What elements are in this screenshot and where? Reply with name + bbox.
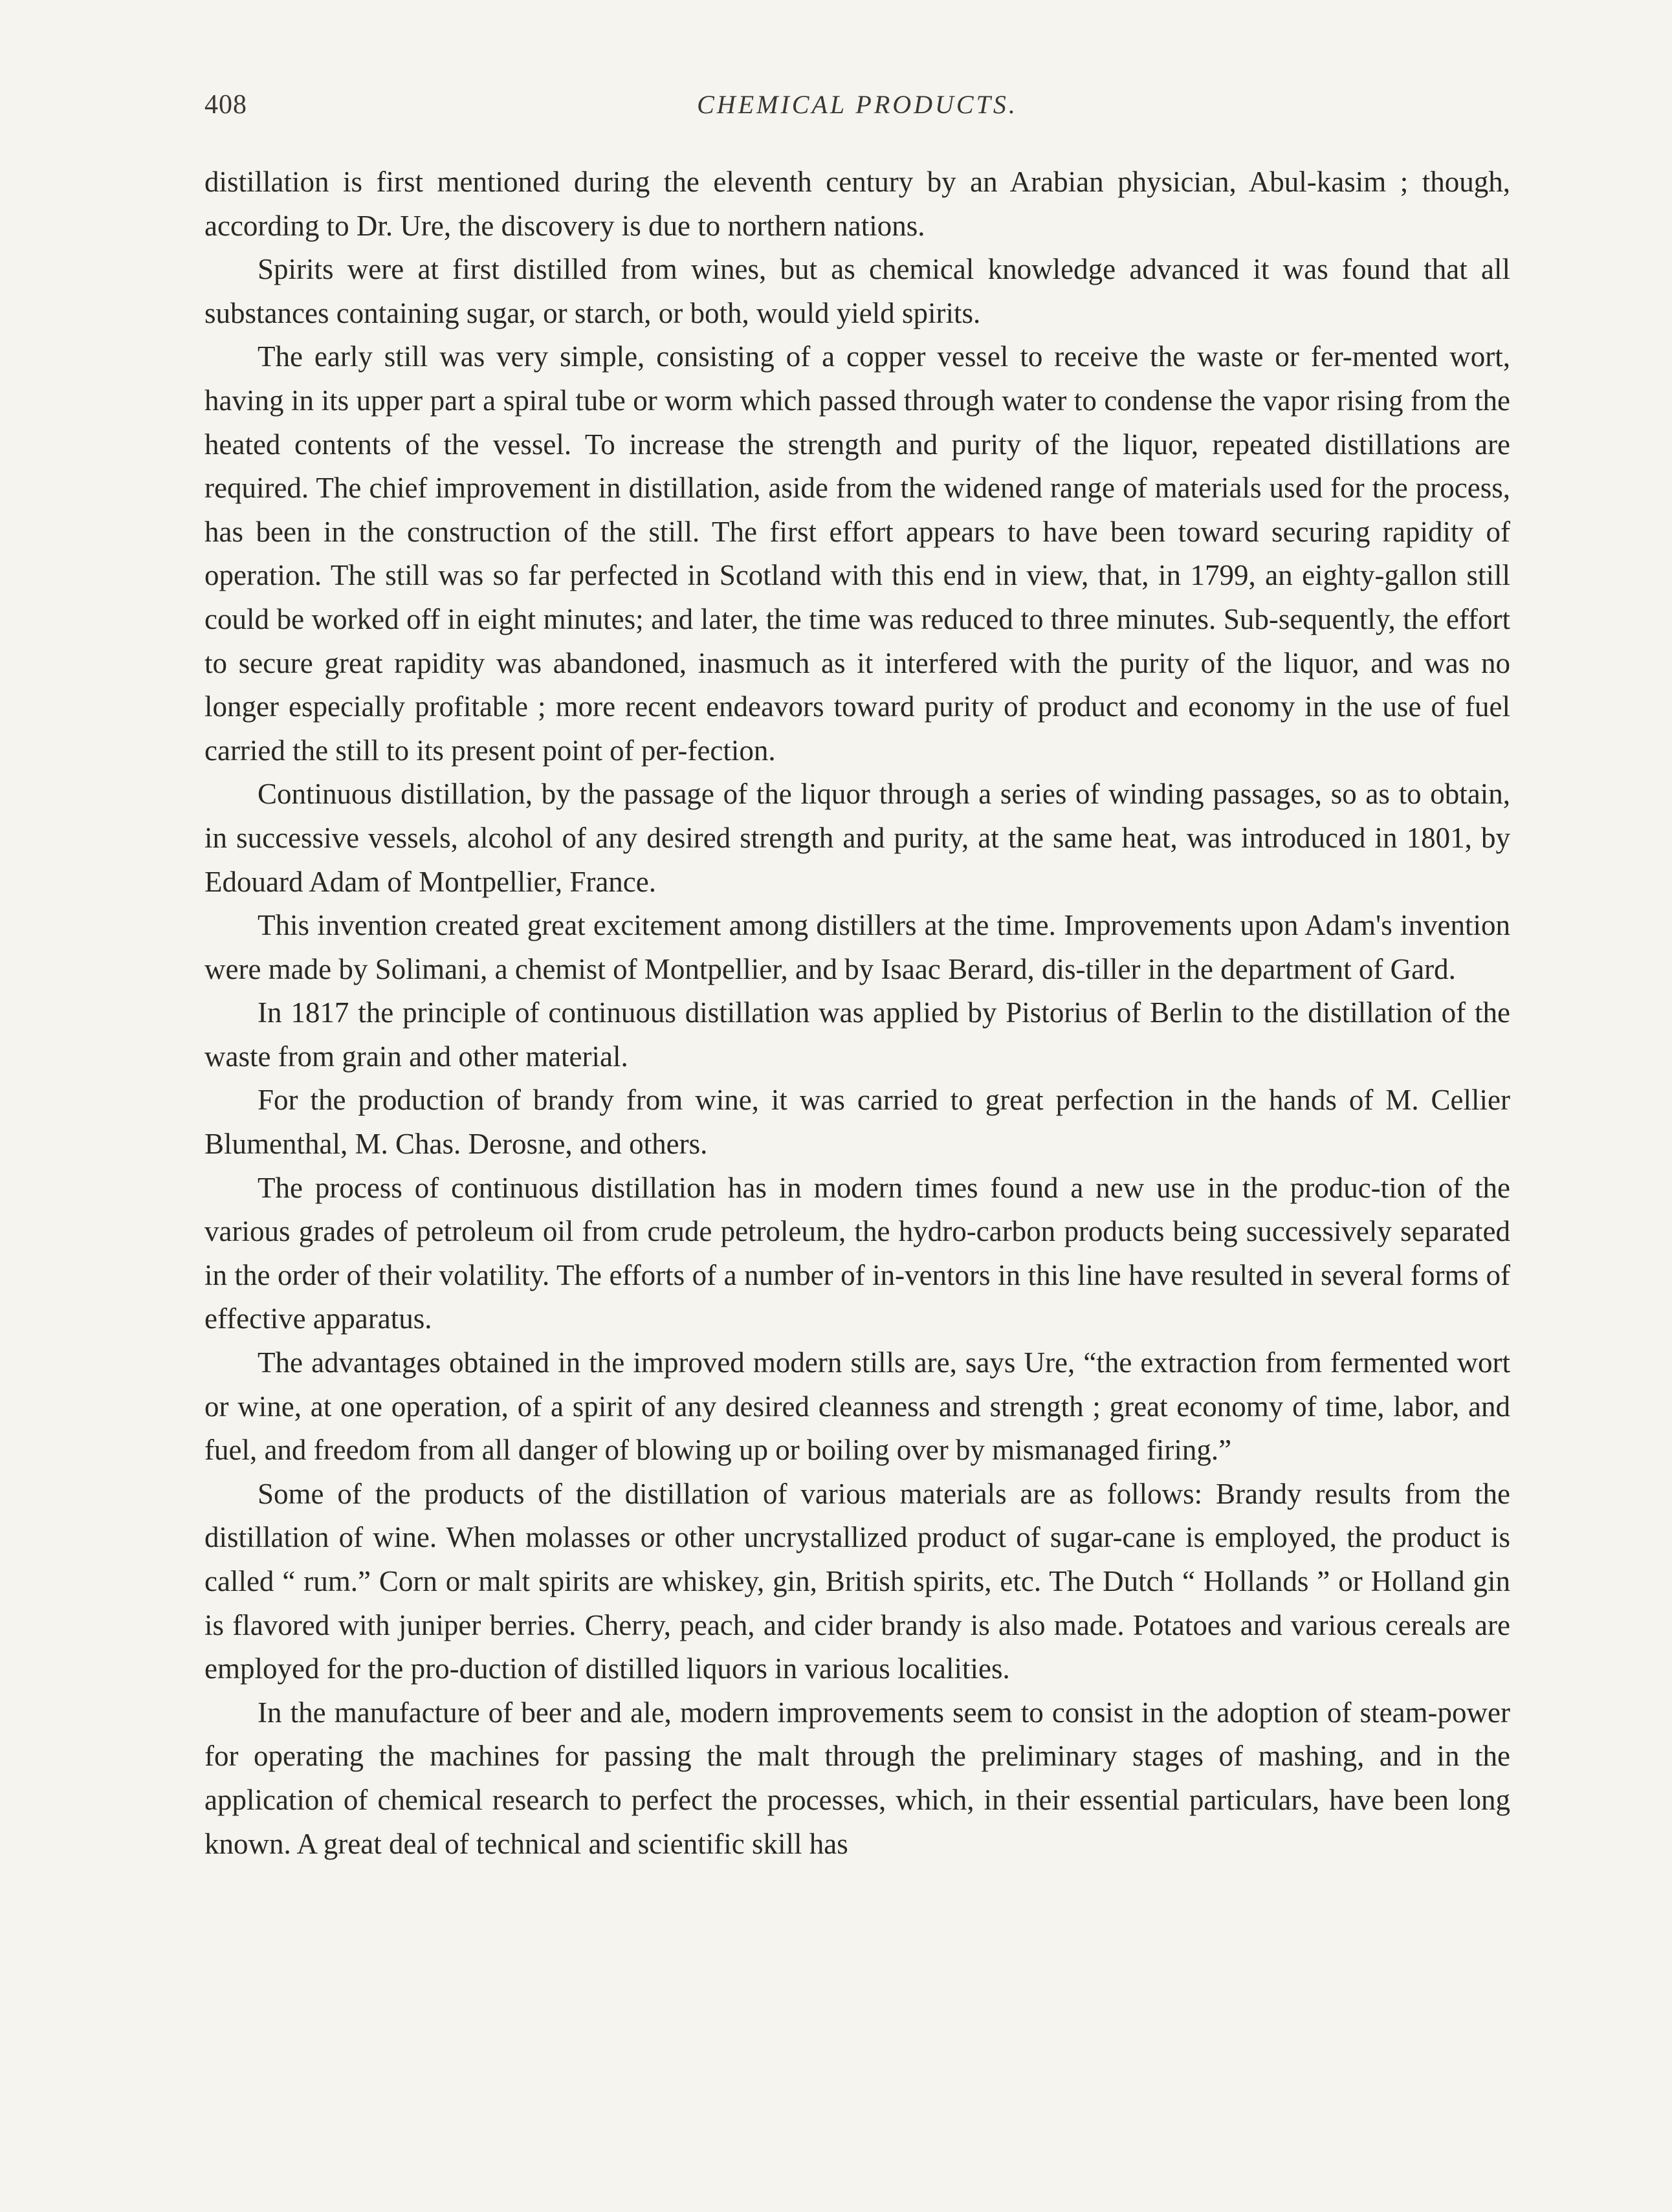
page-number: 408 [204,90,247,120]
paragraph-brandy-production: For the production of brandy from wine, it was carried to great perfection in the hands of M. Cellier Blumenthal, M. Chas. Derosne, and others. [204,1084,1510,1161]
paragraph-continuous-distillation: Continuous distillation, by the passage of the liquor through a series of winding passages, so as to obtain, in successive vessels, alcohol of any desired strength and purity, at the same heat, was introduced in 1801, by Edouard Adam of Montpellier, France. [204,778,1510,898]
paragraph-pistorius: In 1817 the principle of continuous distillation was applied by Pistorius of Berlin to the distillation of the waste from grain and other material. [204,996,1510,1073]
paragraph-invention-excitement: This invention created great excitement among distillers at the time. Improvements upon Adam's invention were made by Solimani, a chemist of Montpellier, and by Isaac Berard, dis-tiller in the department of Gard. [204,909,1510,985]
paragraph-early-still: The early still was very simple, consisting of a copper vessel to receive the waste or fer-mented wort, having in its upper part a spiral tube or worm which passed through water to condense the vapor rising from the heated contents of the vessel. To increase the strength and purity of the liquor, repeated distillations are required. The chief improvement in distillation, aside from the widened range of materials used for the process, has been in the construction of the still. The first effort appears to have been toward securing rapidity of operation. The still was so far perfected in Scotland with this end in view, that, in 1799, an eighty-gallon still could be worked off in eight minutes; and later, the time was reduced to three minutes. Sub-sequently, the effort to secure great rapidity was abandoned, inasmuch as it interfered with the purity of the liquor, and was no longer especially profitable ; more recent endeavors toward purity of product and economy in the use of fuel carried the still to its present point of per-fection. [204,340,1510,767]
body-text [204,160,1510,1866]
paragraph-products: Some of the products of the distillation of various materials are as follows: Brandy results from the distillation of wine. When molasses or other uncrystallized product of sugar-cane is employed, the product is called “ rum.” Corn or malt spirits are whiskey, gin, British spirits, etc. The Dutch “ Hollands ” or Holland gin is flavored with juniper berries. Cherry, peach, and cider brandy is also made. Potatoes and various cereals are employed for the pro-duction of distilled liquors in various localities. [204,1477,1510,1685]
running-head [204,89,1510,128]
paragraph-continued: distillation is first mentioned during the eleventh century by an Arabian physician, Abul-kasim ; though, according to Dr. Ure, the discovery is due to northern nations. [204,166,1510,242]
running-title: CHEMICAL PRODUCTS. [697,90,1018,119]
paragraph-spirits-from-wines: Spirits were at first distilled from wines, but as chemical knowledge advanced it was found that all substances containing sugar, or starch, or both, would yield spirits. [204,253,1510,329]
paragraph-beer-and-ale: In the manufacture of beer and ale, modern improvements seem to consist in the adoption of steam-power for operating the machines for passing the malt through the preliminary stages of mashing, and in the application of chemical research to perfect the processes, which, in their essential particulars, have been long known. A great deal of technical and scientific skill has [204,1696,1510,1860]
paragraph-ure-quote: The advantages obtained in the improved modern stills are, says Ure, “the extraction from fermented wort or wine, at one operation, of a spirit of any desired cleanness and strength ; great economy of time, labor, and fuel, and freedom from all danger of blowing up or boiling over by mismanaged firing.” [204,1346,1510,1467]
paragraph-petroleum: The process of continuous distillation has in modern times found a new use in the produc-tion of the various grades of petroleum oil from crude petroleum, the hydro-carbon products being successively separated in the order of their volatility. The efforts of a number of in-ventors in this line have resulted in several forms of effective apparatus. [204,1171,1510,1335]
